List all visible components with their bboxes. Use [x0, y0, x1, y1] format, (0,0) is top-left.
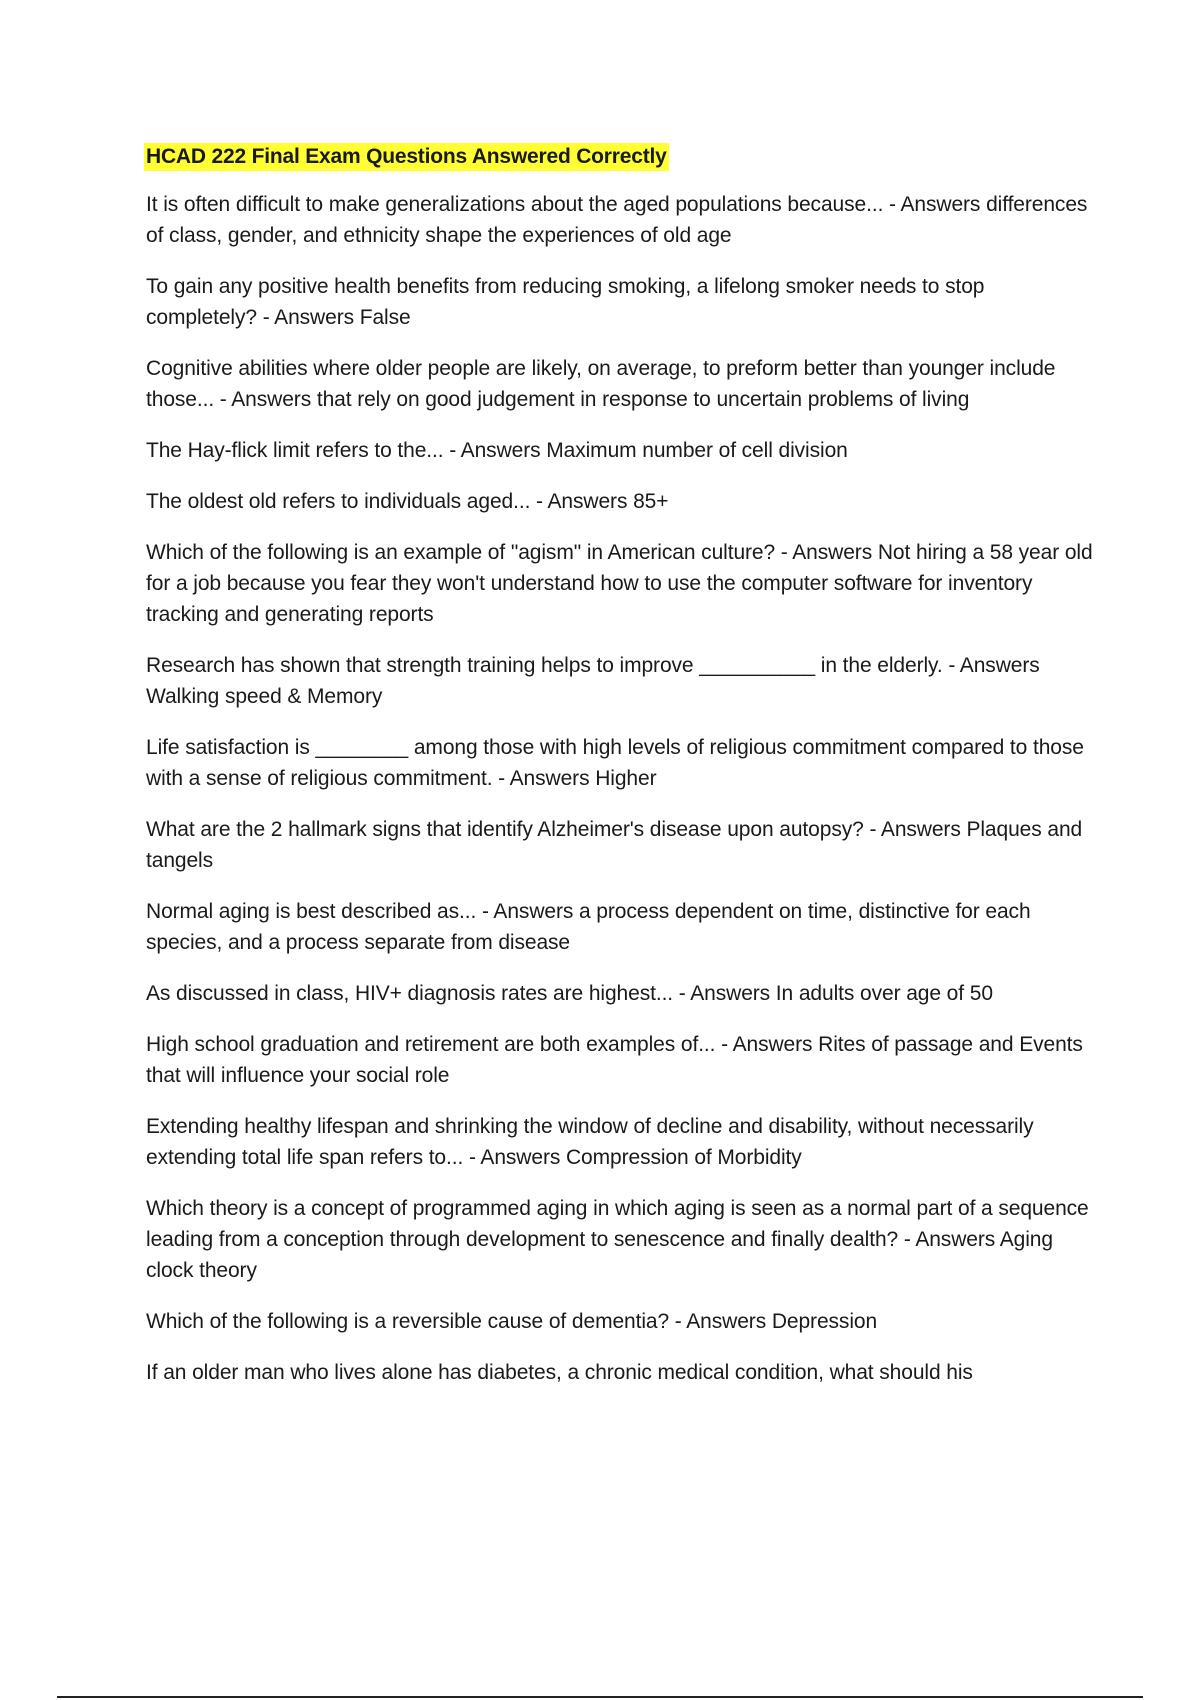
- qa-item: What are the 2 hallmark signs that identify Alzheimer's disease upon autopsy? - Answers Plaques and tangels: [146, 818, 1083, 872]
- document-title: HCAD 222 Final Exam Questions Answered Correctly: [144, 143, 669, 171]
- qa-item: Research has shown that strength training helps to improve __________ in the elderly. - Answers Walking speed & Memory: [146, 654, 1040, 708]
- footer-divider: [57, 1696, 1143, 1698]
- qa-item: The oldest old refers to individuals aged... - Answers 85+: [146, 490, 669, 513]
- document-body: [146, 143, 1096, 1408]
- qa-item: The Hay-flick limit refers to the... - Answers Maximum number of cell division: [146, 439, 848, 462]
- qa-item: To gain any positive health benefits from reducing smoking, a lifelong smoker needs to stop completely? - Answers False: [146, 275, 985, 329]
- qa-item: It is often difficult to make generalizations about the aged populations because... - Answers differences of class, gender, and ethnicity shape the experiences of old age: [146, 193, 1088, 247]
- qa-item: Which of the following is a reversible cause of dementia? - Answers Depression: [146, 1310, 878, 1333]
- qa-item: High school graduation and retirement are both examples of... - Answers Rites of passage and Events that will influence your social role: [146, 1033, 1083, 1087]
- qa-item: Which theory is a concept of programmed aging in which aging is seen as a normal part of a sequence leading from a conception through development to senescence and finally dealth? - Answers Aging clock theory: [146, 1197, 1089, 1282]
- qa-item: As discussed in class, HIV+ diagnosis rates are highest... - Answers In adults over age of 50: [146, 982, 993, 1005]
- qa-item: Which of the following is an example of "agism" in American culture? - Answers Not hiring a 58 year old for a job because you fear they won't understand how to use the computer software for inventory tracking and generating reports: [146, 541, 1093, 626]
- qa-item: Normal aging is best described as... - Answers a process dependent on time, distinctive for each species, and a process separate from disease: [146, 900, 1031, 954]
- qa-item: If an older man who lives alone has diabetes, a chronic medical condition, what should his: [146, 1361, 973, 1384]
- qa-item: Life satisfaction is ________ among those with high levels of religious commitment compared to those with a sense of religious commitment. - Answers Higher: [146, 736, 1084, 790]
- qa-item: Cognitive abilities where older people are likely, on average, to preform better than younger include those... - Answers that rely on good judgement in response to uncertain problems of living: [146, 357, 1056, 411]
- qa-item: Extending healthy lifespan and shrinking the window of decline and disability, without necessarily extending total life span refers to... - Answers Compression of Morbidity: [146, 1115, 1034, 1169]
